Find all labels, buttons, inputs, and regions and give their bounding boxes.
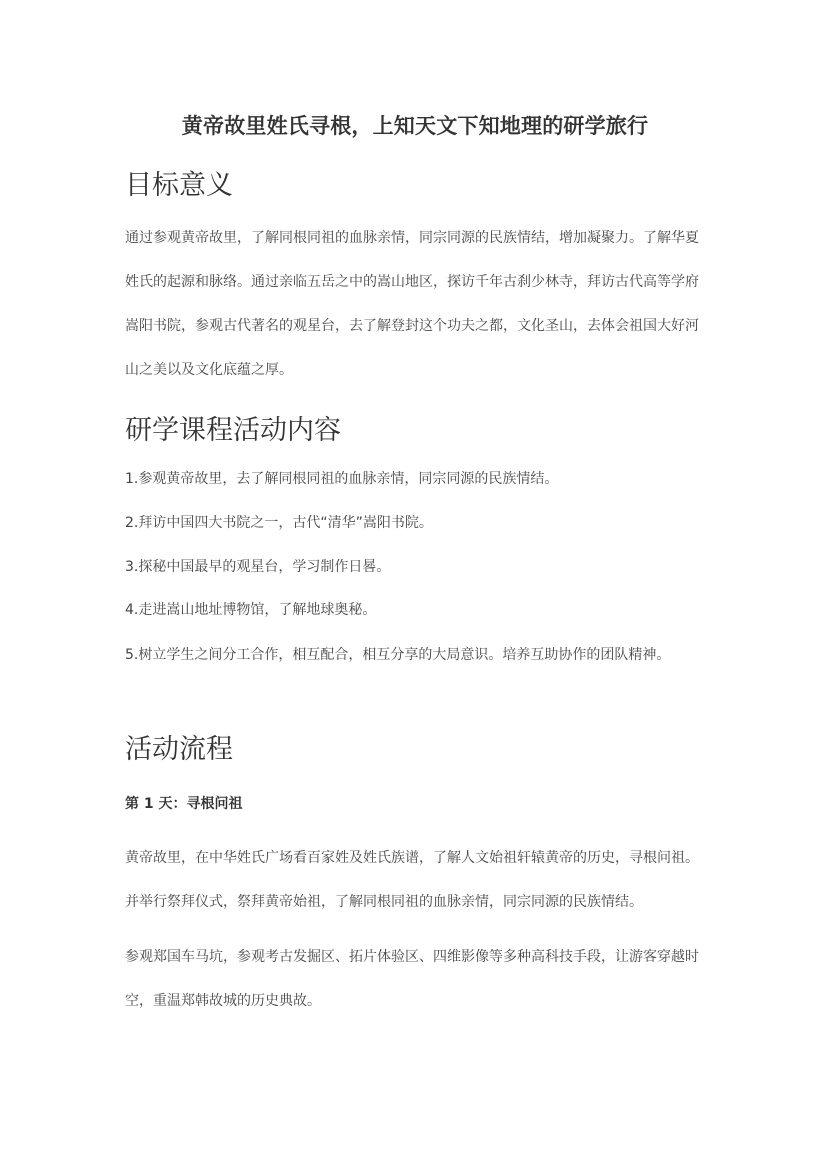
course-item-3: 3.探秘中国最早的观星台，学习制作日晷。 xyxy=(125,559,391,575)
section-heading-courses: 研学课程活动内容 xyxy=(125,415,341,446)
goal-paragraph: 通过参观黄帝故里，了解同根同祖的血脉亲情，同宗同源的民族情结，增加凝聚力。了解华夏姓氏的起源和脉络。通过亲临五岳之中的嵩山地区，探访千年古刹少林寺，拜访古代高等学府嵩阳书院，参观古代著名的观星台，去了解登封这个功夫之都，文化圣山，去体会祖国大好河山之美以及文化底蕴之厚。 xyxy=(125,230,699,378)
section-heading-goal: 目标意义 xyxy=(125,170,233,201)
course-item-1: 1.参观黄帝故里，去了解同根同祖的血脉亲情，同宗同源的民族情结。 xyxy=(125,471,559,487)
day-1-heading: 第 1 天：寻根问祖 xyxy=(125,796,243,812)
day-1-paragraph-1: 黄帝故里，在中华姓氏广场看百家姓及姓氏族谱，了解人文始祖轩辕黄帝的历史，寻根问祖。并举行祭拜仪式，祭拜黄帝始祖，了解同根同祖的血脉亲情，同宗同源的民族情结。 xyxy=(125,850,699,910)
day-1-paragraph-2: 参观郑国车马坑，参观考古发掘区、拓片体验区、四维影像等多种高科技手段，让游客穿越时空，重温郑韩故城的历史典故。 xyxy=(125,949,699,1009)
course-item-5: 5.树立学生之间分工合作，相互配合，相互分享的大局意识。培养互助协作的团队精神。 xyxy=(125,647,671,663)
course-item-4: 4.走进嵩山地址博物馆，了解地球奥秘。 xyxy=(125,602,377,618)
course-item-2: 2.拜访中国四大书院之一，古代“清华”嵩阳书院。 xyxy=(125,515,433,531)
document-title: 黄帝故里姓氏寻根，上知天文下知地理的研学旅行 xyxy=(181,114,649,138)
section-heading-process: 活动流程 xyxy=(125,734,233,765)
